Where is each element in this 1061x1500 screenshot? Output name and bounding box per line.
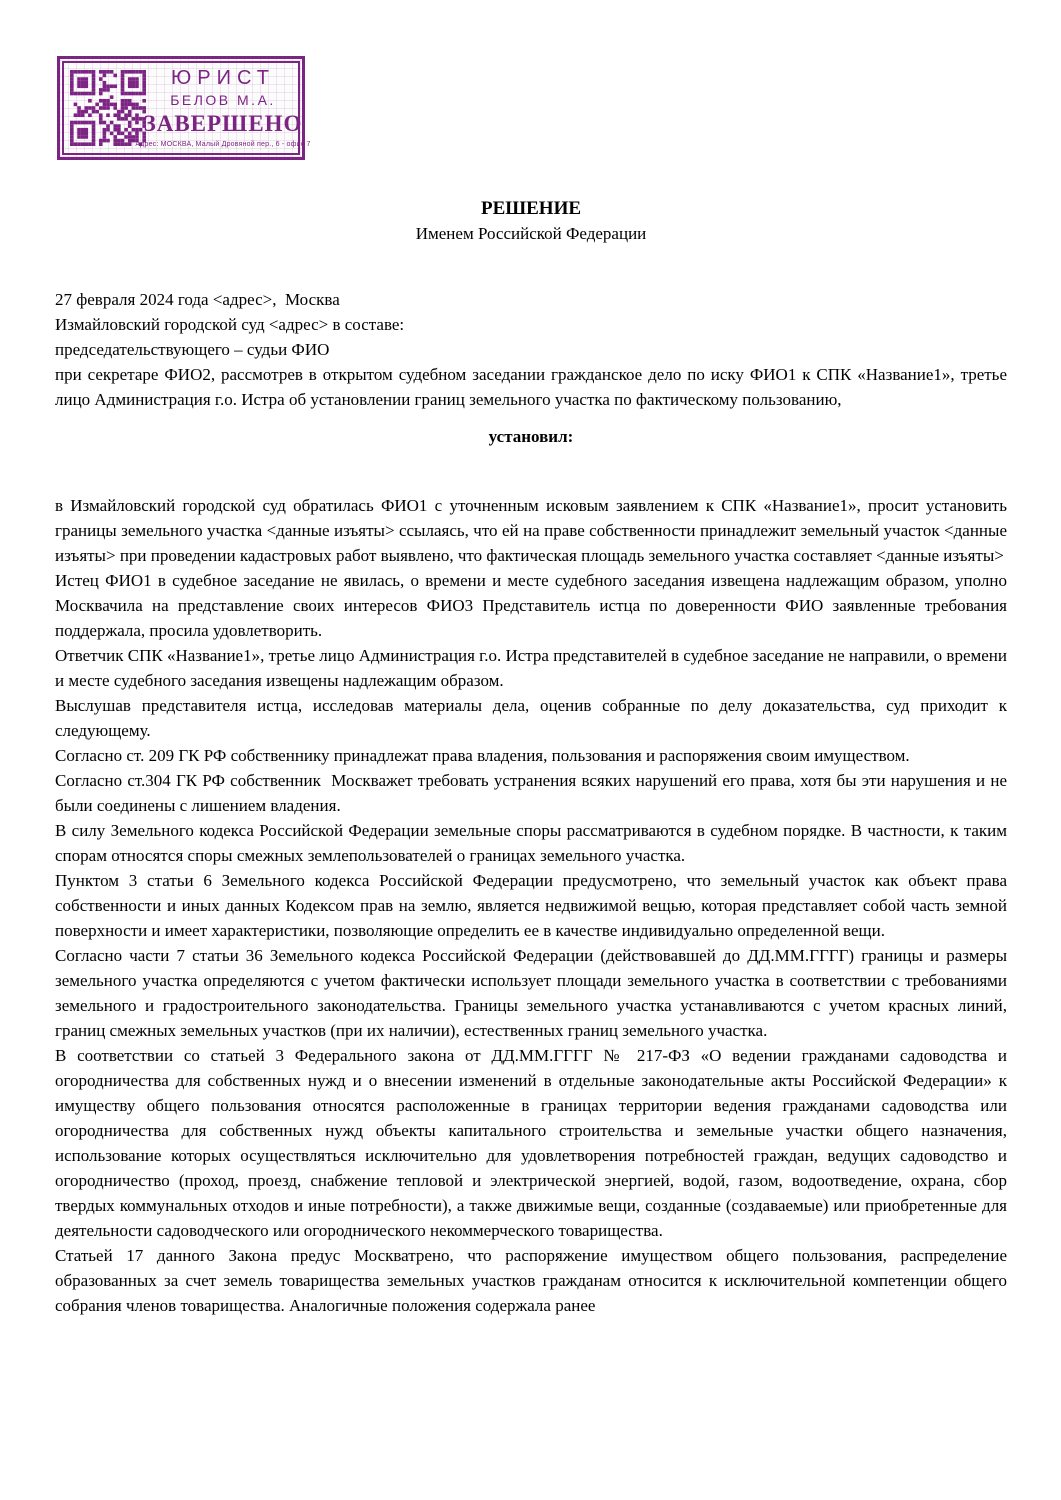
intro-line-date: 27 февраля 2024 года <адрес>, Москва bbox=[55, 290, 340, 309]
qr-code-icon bbox=[70, 70, 146, 146]
paragraph: Согласно части 7 статьи 36 Земельного кодекса Российской Федерации (действовавшей до ДД.ММ.ГГГГ) границы и размеры земельного участка определяются с учетом фактически использует площади земельного участка в соответствии с требованиями земельного и градостроительного законодательства. Границы земельного участка устанавливаются с учетом красных линий, границ смежных земельных участков (при их наличии), естественных границ земельного участка. bbox=[55, 946, 1012, 1040]
paragraph: Согласно ст. 209 ГК РФ собственнику принадлежат права владения, пользования и распоряжения своим имуществом. bbox=[55, 746, 910, 765]
stamp-address-label: Адрес: МОСКВА, Малый Дровяной пер., 6 - офис 7 bbox=[135, 140, 311, 148]
paragraph: В силу Земельного кодекса Российской Федерации земельные споры рассматриваются в судебном порядке. В частности, к таким спорам относятся споры смежных землепользователей о границах земельного участка. bbox=[55, 821, 1012, 865]
paragraph: Ответчик СПК «Название1», третье лицо Администрация г.о. Истра представителей в судебное заседание не направили, о времени и месте судебного заседания извещены надлежащим образом. bbox=[55, 646, 1012, 690]
paragraph: В соответствии со статьей 3 Федерального закона от ДД.ММ.ГГГГ № 217-ФЗ «О ведении гражданами садоводства и огородничества для собственных нужд и о внесении изменений в отдельные законодательные акты Российской Федерации» к имуществу общего пользования относятся расположенные в границах территории ведения гражданами садоводства или огородничества для собственных нужд объекты капитального строительства и земельные участки общего назначения, использование которых осуществляться исключительно для удовлетворения потребностей граждан, ведущих садоводство и огородничество (проход, проезд, снабжение тепловой и электрической энергией, водой, газом, водоотведение, охрана, сбор твердых коммунальных отходов и иные потребности), а также движимые вещи, созданные (создаваемые) или приобретенные для деятельности садоводческого или огороднического некоммерческого товарищества. bbox=[55, 1046, 1012, 1240]
stamp-name-label: БЕЛОВ М.А. bbox=[170, 92, 276, 109]
paragraph: Согласно ст.304 ГК РФ собственник Москважет требовать устранения всяких нарушений его права, хотя бы эти нарушения и не были соединены с лишением владения. bbox=[55, 771, 1012, 815]
section-heading: установил: bbox=[488, 427, 574, 446]
document-subtitle: Именем Российской Федерации bbox=[415, 224, 647, 243]
court-decision-document bbox=[55, 196, 1012, 1318]
stamp-status-label: ЗАВЕРШЕНО bbox=[143, 111, 303, 137]
paragraph: Статьей 17 данного Закона предус Москватрено, что распоряжение имуществом общего пользования, распределение образованных за счет земель товарищества земельных участков гражданам относится к исключительной компетенции общего собрания членов товарищества. Аналогичные положения содержала ранее bbox=[55, 1246, 1012, 1315]
paragraph: в Измайловский городской суд обратилась ФИО1 с уточненным исковым заявлением к СПК «Название1», просит установить границы земельного участка <данные изъяты> ссылаясь, что ей на праве собственности принадлежит земельный участок <данные изъяты> при проведении кадастровых работ выявлено, что фактическая площадь земельного участка составляет <данные изъяты> bbox=[55, 496, 1012, 565]
paragraph: Выслушав представителя истца, исследовав материалы дела, оценив собранные по делу доказательства, суд приходит к следующему. bbox=[55, 696, 1012, 740]
intro-line-judge: председательствующего – судьи ФИО bbox=[55, 340, 330, 359]
intro-line-court: Измайловский городской суд <адрес> в составе: bbox=[55, 315, 405, 334]
paragraph: Пунктом 3 статьи 6 Земельного кодекса Российской Федерации предусмотрено, что земельный участок как объект права собственности и иных данных Кодексом прав на землю, является недвижимой вещью, которая представляет собой часть земной поверхности и имеет характеристики, позволяющие определить ее в качестве индивидуально определенной вещи. bbox=[55, 871, 1012, 940]
paragraph: Истец ФИО1 в судебное заседание не явилась, о времени и месте судебного заседания извещена надлежащим образом, уполно Москвачила на представление своих интересов ФИО3 Представитель истца по доверенности ФИО заявленные требования поддержала, просила удовлетворить. bbox=[55, 571, 1012, 640]
intro-line-case: при секретаре ФИО2, рассмотрев в открытом судебном заседании гражданское дело по иску ФИО1 к СПК «Название1», третье лицо Администрация г.о. Истра об установлении границ земельного участка по фактическому пользованию, bbox=[55, 365, 1012, 409]
stamp-text-block bbox=[135, 67, 311, 149]
stamp-inner-frame bbox=[62, 61, 311, 155]
document-title: РЕШЕНИЕ bbox=[480, 198, 582, 219]
lawyer-stamp bbox=[57, 56, 311, 160]
stamp-role-label: ЮРИСТ bbox=[171, 67, 275, 90]
